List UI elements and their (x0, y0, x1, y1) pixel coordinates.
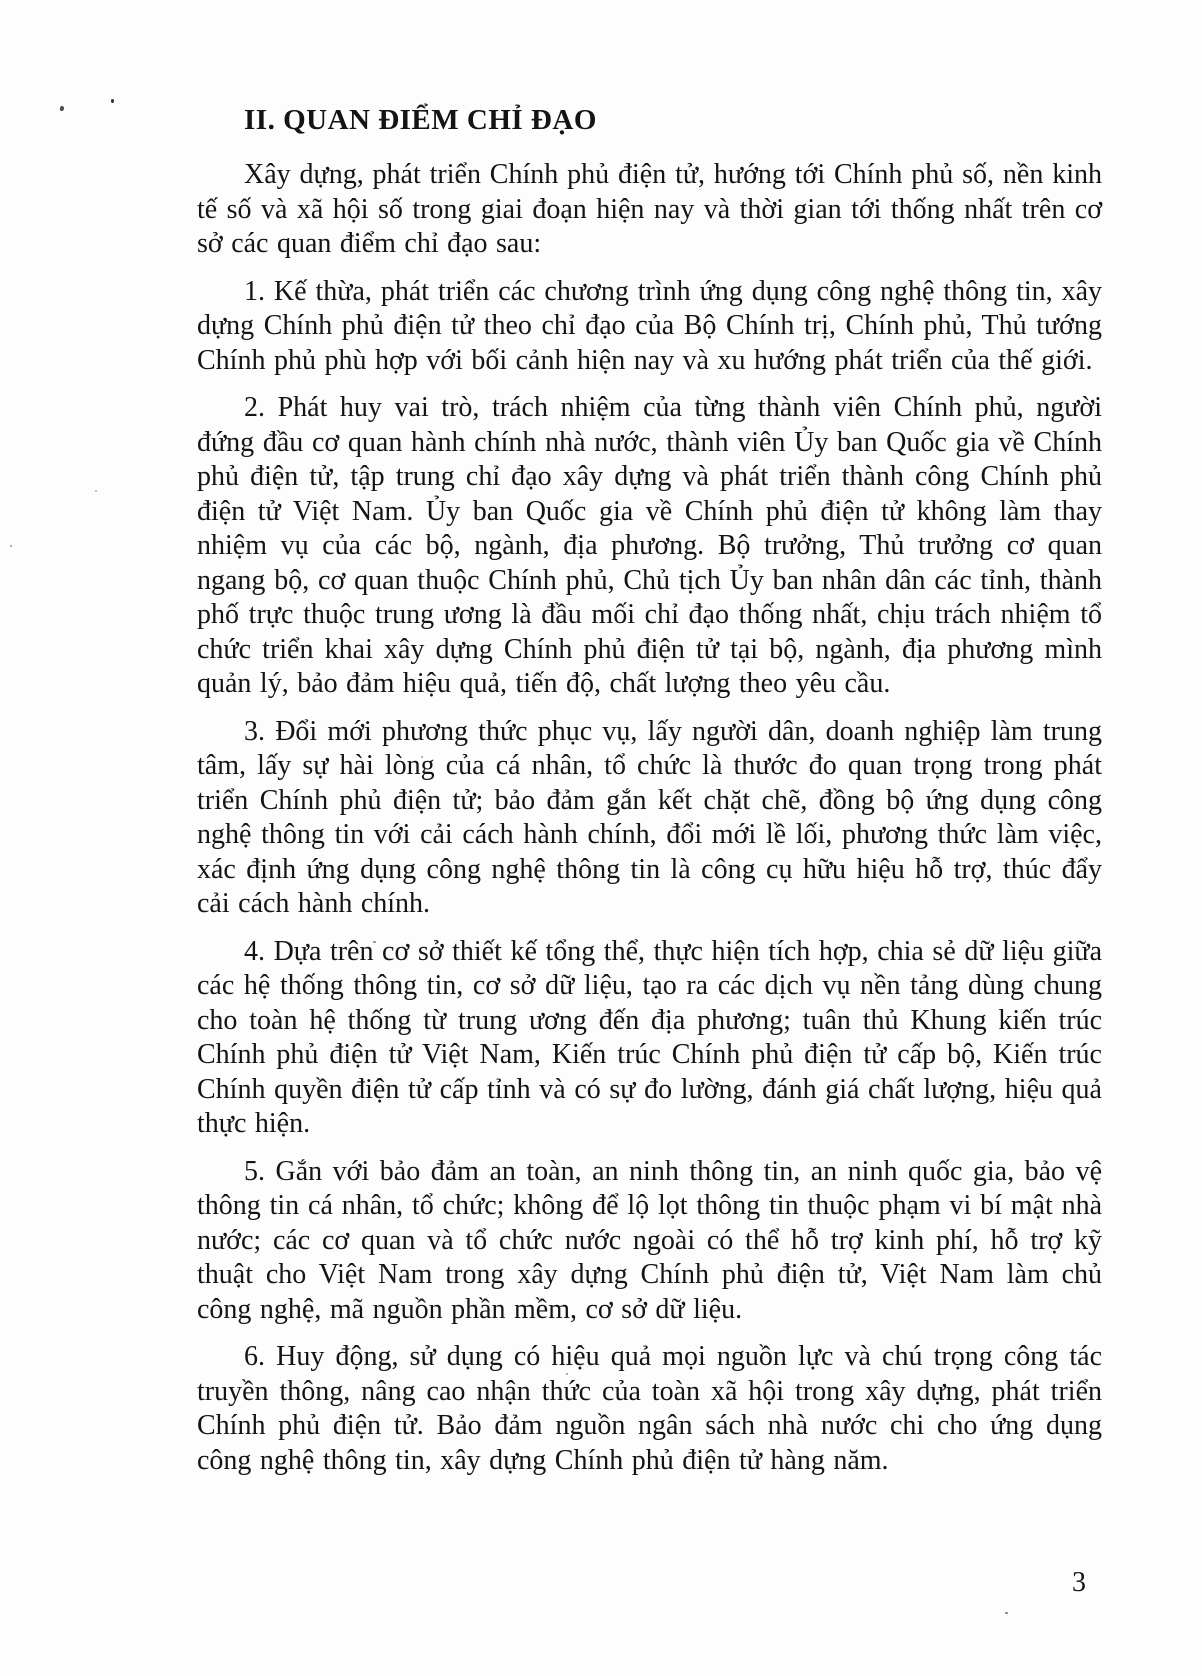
point-3-paragraph: 3. Đổi mới phương thức phục vụ, lấy người dân, doanh nghiệp làm trung tâm, lấy sự hài lòng của cá nhân, tổ chức là thước đo quan trọng trong phát triển Chính phủ điện tử; bảo đảm gắn kết chặt chẽ, đồng bộ ứng dụng công nghệ thông tin với cải cách hành chính, đổi mới lề lối, phương thức làm việc, xác định ứng dụng công nghệ thông tin là công cụ hữu hiệu hỗ trợ, thúc đẩy cải cách hành chính. (197, 715, 1102, 919)
document-body (197, 103, 1102, 1491)
scan-speck (10, 545, 12, 547)
point-1-paragraph: 1. Kế thừa, phát triển các chương trình ứng dụng công nghệ thông tin, xây dựng Chính phủ điện tử theo chỉ đạo của Bộ Chính trị, Chính phủ, Thủ tướng Chính phủ phù hợp với bối cảnh hiện nay và xu hướng phát triển của thế giới. (197, 275, 1102, 376)
point-5-paragraph: 5. Gắn với bảo đảm an toàn, an ninh thông tin, an ninh quốc gia, bảo vệ thông tin cá nhân, tổ chức; không để lộ lọt thông tin thuộc phạm vi bí mật nhà nước; các cơ quan và tổ chức nước ngoài có thể hỗ trợ kinh phí, hỗ trợ kỹ thuật cho Việt Nam trong xây dựng Chính phủ điện tử, Việt Nam làm chủ công nghệ, mã nguồn phần mềm, cơ sở dữ liệu. (197, 1155, 1102, 1325)
page-number: 3 (1072, 1567, 1086, 1598)
section-heading: II. QUAN ĐIỂM CHỈ ĐẠO (244, 104, 597, 136)
scan-speck (1005, 1612, 1008, 1614)
scan-speck (95, 490, 97, 492)
intro-paragraph: Xây dựng, phát triển Chính phủ điện tử, hướng tới Chính phủ số, nền kinh tế số và xã hội số trong giai đoạn hiện nay và thời gian tới thống nhất trên cơ sở các quan điểm chỉ đạo sau: (197, 159, 1102, 259)
scan-speck (111, 99, 114, 103)
point-2-paragraph: 2. Phát huy vai trò, trách nhiệm của từng thành viên Chính phủ, người đứng đầu cơ quan hành chính nhà nước, thành viên Ủy ban Quốc gia về Chính phủ điện tử, tập trung chỉ đạo xây dựng và phát triển thành công Chính phủ điện tử Việt Nam. Ủy ban Quốc gia về Chính phủ điện tử không làm thay nhiệm vụ của các bộ, ngành, địa phương. Bộ trưởng, Thủ trưởng cơ quan ngang bộ, cơ quan thuộc Chính phủ, Chủ tịch Ủy ban nhân dân các tỉnh, thành phố trực thuộc trung ương là đầu mối chỉ đạo thống nhất, chịu trách nhiệm tổ chức triển khai xây dựng Chính phủ điện tử tại bộ, ngành, địa phương mình quản lý, bảo đảm hiệu quả, tiến độ, chất lượng theo yêu cầu. (197, 392, 1102, 699)
point-6-paragraph: 6. Huy động, sử dụng có hiệu quả mọi nguồn lực và chú trọng công tác truyền thông, nâng cao nhận thức của toàn xã hội trong xây dựng, phát triển Chính phủ điện tử. Bảo đảm nguồn ngân sách nhà nước chi cho ứng dụng công nghệ thông tin, xây dựng Chính phủ điện tử hàng năm. (197, 1341, 1102, 1476)
scan-speck (59, 105, 64, 111)
point-4-paragraph: 4. Dựa trên cơ sở thiết kế tổng thể, thực hiện tích hợp, chia sẻ dữ liệu giữa các hệ thống thông tin, cơ sở dữ liệu, tạo ra các dịch vụ nền tảng dùng chung cho toàn hệ thống từ trung ương đến địa phương; tuân thủ Khung kiến trúc Chính phủ điện tử Việt Nam, Kiến trúc Chính phủ điện tử cấp bộ, Kiến trúc Chính quyền điện tử cấp tỉnh và có sự đo lường, đánh giá chất lượng, hiệu quả thực hiện. (197, 935, 1102, 1139)
